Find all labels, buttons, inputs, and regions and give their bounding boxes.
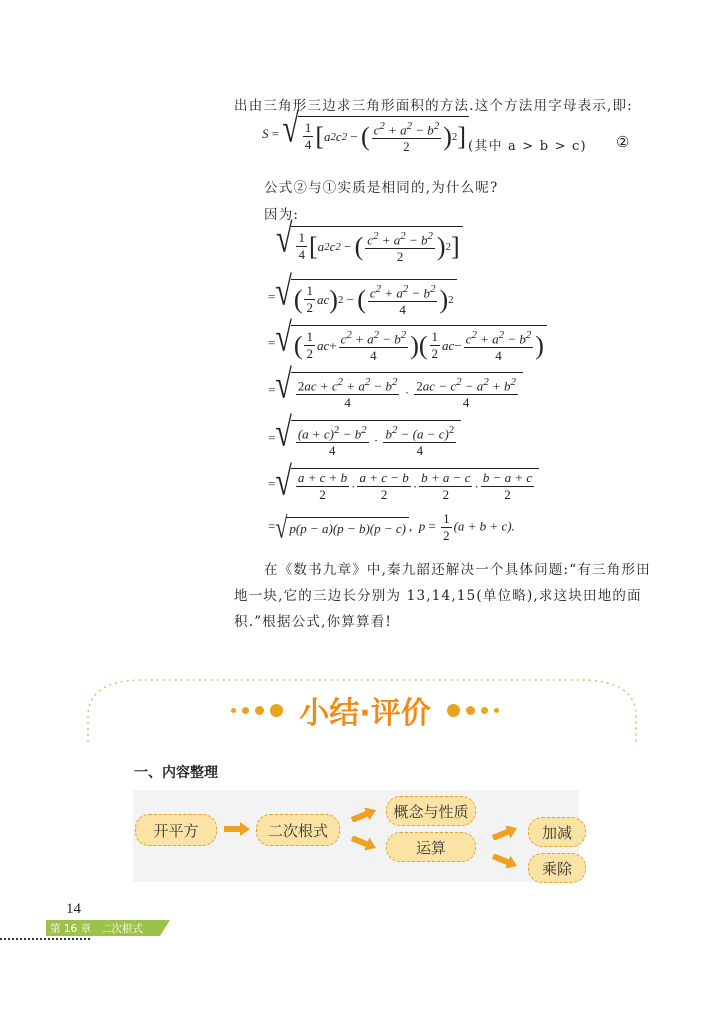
chip-gainian-xingzhi: 概念与性质 <box>386 796 476 826</box>
section-heading-content: 一、内容整理 <box>134 765 218 781</box>
title-dots-right <box>444 700 502 719</box>
derivation-step-1: √ $\frac{1}{4}$ [ a 2 c 2 − ( $\frac{c^2 + a^2 - b^2}{2}$ ) 2 ] <box>276 226 463 264</box>
derivation-step-2: = √ ( $\frac{1}{2}$ ac ) 2 − ( $\frac{c^2 + a^2 - b^2}{4}$ ) 2 <box>268 279 457 317</box>
chip-yunsuan: 运算 <box>386 832 476 862</box>
derivation-step-7: = √ p(p − a)(p − b)(p − c) , p = $\frac{1}{2}$ (a + b + c). <box>268 509 515 544</box>
chip-chengchu: 乘除 <box>528 853 586 883</box>
formula-2: S = √ $\frac{1}{4}$ [ a 2 c 2 − ( $\frac{c^2 + a^2 - b^2}{2}$ ) 2 ] <box>262 116 469 154</box>
title-dots-left <box>228 700 291 719</box>
derivation-step-3: = √ ( $\frac{1}{2}$ ac + $\frac{c^2 + a^2 - b^2}{4}$ )( $\frac{1}{2}$ ac − $\frac{c^2 + a^2 - b^2}{4}$ ) <box>268 325 547 363</box>
paragraph-line-1: 在《数书九章》中,秦九韶还解决一个具体问题:“有三角形田 <box>264 562 651 578</box>
chip-kaipingfang: 开平方 <box>135 814 217 846</box>
chapter-label: 第 16 章 二次根式 <box>50 923 144 935</box>
derivation-step-5: = √ $\frac{(a + c)^2 - b^2}{4}$ · $\frac{b^2 - (a - c)^2}{4}$ <box>268 420 461 458</box>
body-line-1: 出由三角形三边求三角形面积的方法.这个方法用字母表示,即: <box>234 98 633 114</box>
paragraph-line-3: 积.”根据公式,你算算看! <box>234 614 393 630</box>
arrow-right-icon <box>224 822 250 836</box>
body-line-2: 公式②与①实质是相同的,为什么呢? <box>264 180 499 196</box>
arrow-down-right-icon <box>351 836 377 850</box>
arrow-down-right-icon <box>492 854 518 868</box>
footer-dotted-rule <box>0 938 90 940</box>
paragraph-line-2: 地一块,它的三边长分别为 13,14,15(单位略),求这块田地的面 <box>234 588 642 604</box>
chip-erci-genshi: 二次根式 <box>256 814 340 846</box>
formula-2-number: ② <box>616 133 631 151</box>
page-number: 14 <box>66 901 81 917</box>
arrow-up-right-icon <box>351 808 377 822</box>
chip-jiajian: 加减 <box>528 817 586 847</box>
arrow-up-right-icon <box>492 826 518 840</box>
derivation-step-6: = √ $\frac{a + c + b}{2}$ · $\frac{a + c - b}{2}$ · $\frac{b + a - c}{2}$ · $\frac{b - a + c}{2}$ <box>268 468 539 502</box>
derivation-step-4: = √ $\frac{2ac + c^2 + a^2 - b^2}{4}$ · $\frac{2ac - c^2 - a^2 + b^2}{4}$ <box>268 372 523 410</box>
body-line-3: 因为: <box>264 207 300 223</box>
summary-heading <box>200 688 530 732</box>
summary-title: 小结·评价 <box>299 696 431 731</box>
formula-2-condition: (其中 a > b > c) <box>468 139 587 154</box>
